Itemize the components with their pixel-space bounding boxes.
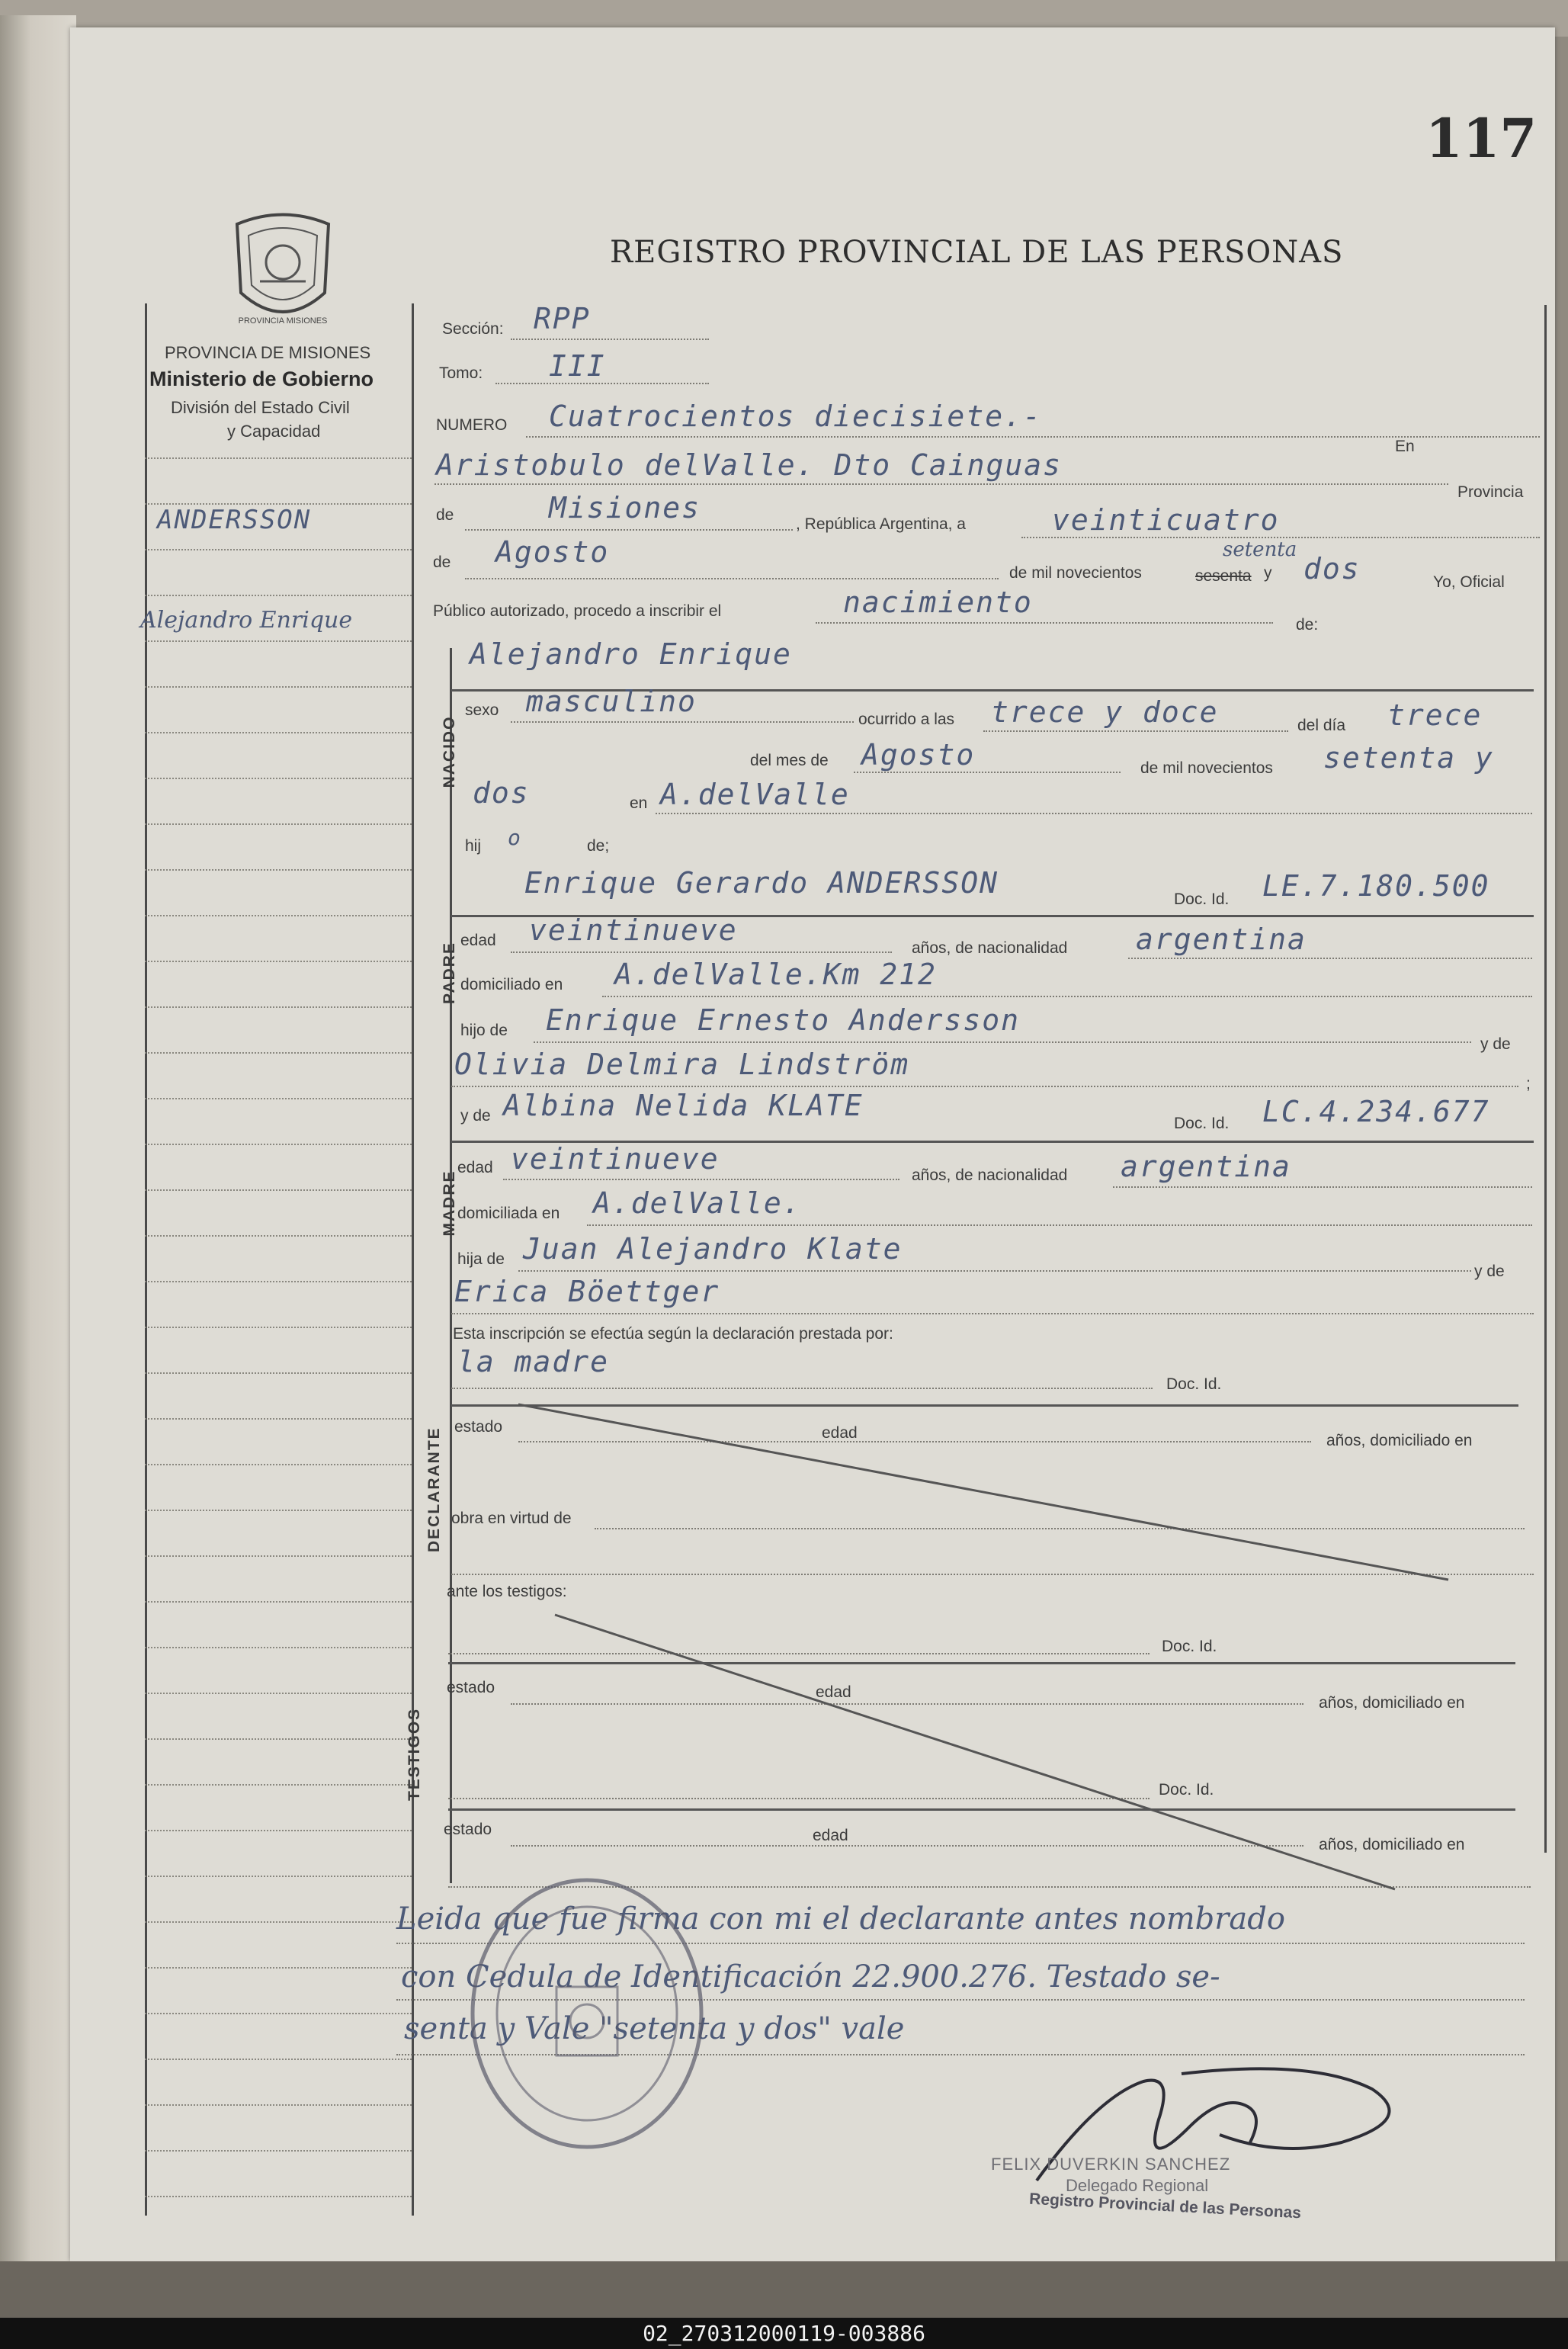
label-numero: NUMERO [436, 416, 508, 434]
label-yo-oficial: Yo, Oficial [1433, 573, 1505, 591]
value-provincia: Misiones [549, 491, 701, 525]
value-madre-edad: veintinueve [511, 1142, 720, 1176]
page-title: REGISTRO PROVINCIAL DE LAS PERSONAS [610, 235, 1344, 270]
section-testigos: TESTIGOS [406, 1707, 423, 1801]
label-sesenta: sesenta [1195, 567, 1252, 585]
label-de-acto: de: [1296, 616, 1319, 634]
file-caption: 02_270312000119-003886 [643, 2321, 925, 2346]
label-de-mil: de mil novecientos [1009, 564, 1142, 582]
value-madre-nac: argentina [1121, 1150, 1291, 1183]
signature-office: Registro Provincial de las Personas [1028, 2190, 1302, 2222]
value-anio2: dos [473, 776, 530, 810]
value-fecha-dia: veinticuatro [1052, 503, 1280, 537]
value-padre-dom: A.delValle.Km 212 [614, 958, 937, 991]
value-declarante: la madre [457, 1345, 610, 1378]
value-padre-padre: Enrique Ernesto Andersson [546, 1003, 1020, 1037]
label-obra: obra en virtud de [451, 1510, 572, 1527]
signature-name: FELIX DUVERKIN SANCHEZ [991, 2155, 1231, 2174]
value-madre-nombre: Albina Nelida KLATE [503, 1089, 864, 1122]
value-fecha-mes: Agosto [495, 535, 610, 569]
label-doc-padre: Doc. Id. [1174, 891, 1230, 908]
label-en: En [1395, 438, 1415, 455]
label-estado-testigo1: estado [447, 1679, 495, 1696]
header-ministry: Ministerio de Gobierno [149, 367, 374, 390]
label-seccion: Sección: [442, 320, 504, 338]
value-hora: trece y doce [991, 695, 1219, 729]
value-padre-madre: Olivia Delmira Lindström [454, 1048, 910, 1081]
label-edad-testigo1: edad [816, 1683, 851, 1701]
label-doc-madre: Doc. Id. [1174, 1115, 1230, 1132]
label-y-de-madre2: y de [1474, 1263, 1505, 1280]
label-anos-dom-declarante: años, domiciliado en [1326, 1432, 1473, 1449]
closing-line-2: con Cedula de Identificación 22.900.276. Testado se- [401, 1959, 1220, 1994]
label-anos-dom-testigo2: años, domiciliado en [1319, 1836, 1465, 1853]
signature-role: Delegado Regional [1066, 2176, 1209, 2195]
label-nac-padre: años, de nacionalidad [912, 939, 1068, 957]
label-sexo: sexo [465, 701, 499, 719]
header-capacity: y Capacidad [227, 422, 321, 441]
value-lugar-nac: A.delValle [660, 778, 850, 811]
label-y-de-madre: y de [460, 1107, 491, 1125]
section-nacido: NACIDO [441, 715, 458, 788]
value-tomo: III [549, 349, 606, 383]
label-de-mil-nac: de mil novecientos [1140, 759, 1273, 777]
label-republica: , República Argentina, a [796, 515, 966, 533]
label-provincia: Provincia [1457, 483, 1524, 501]
label-anos-dom-testigo1: años, domiciliado en [1319, 1694, 1465, 1712]
value-fecha-correccion: setenta [1223, 538, 1297, 561]
value-hijo-letra: o [508, 825, 522, 850]
value-padre-doc: LE.7.180.500 [1262, 869, 1490, 903]
value-madre-madre: Erica Böettger [454, 1275, 720, 1308]
section-declarante: DECLARANTE [425, 1426, 443, 1552]
label-ante-testigos: ante los testigos: [447, 1583, 567, 1600]
label-edad-madre: edad [457, 1159, 493, 1176]
value-madre-padre: Juan Alejandro Klate [523, 1232, 903, 1266]
section-padre: PADRE [441, 942, 458, 1004]
value-acto: nacimiento [843, 586, 1033, 619]
label-de-provincia: de [436, 506, 454, 524]
label-de-padres: de; [587, 837, 610, 855]
value-sexo: masculino [526, 685, 697, 718]
value-madre-dom: A.delValle. [593, 1186, 802, 1220]
crest-text: PROVINCIA MISIONES [238, 316, 328, 326]
label-publico: Público autorizado, procedo a inscribir el [433, 602, 722, 620]
label-hij: hij [465, 837, 482, 855]
value-seccion: RPP [534, 302, 591, 335]
value-nombre: Alejandro Enrique [470, 637, 792, 671]
value-lugar: Aristobulo delValle. Dto Cainguas [436, 448, 1062, 482]
label-dom-padre: domiciliado en [460, 976, 563, 993]
value-anio: setenta y [1323, 741, 1494, 775]
label-de-mes: de [433, 554, 451, 571]
label-edad-declarante: edad [822, 1424, 858, 1442]
label-edad-testigo2: edad [813, 1827, 848, 1844]
closing-line-3: senta y Vale "setenta y dos" vale [404, 2011, 905, 2046]
label-semicolon: ; [1526, 1075, 1531, 1093]
label-tomo: Tomo: [439, 364, 483, 382]
value-padre-nac: argentina [1136, 923, 1307, 956]
label-edad-padre: edad [460, 932, 496, 949]
label-hijo-de: hijo de [460, 1022, 508, 1039]
value-padre-edad: veintinueve [529, 913, 738, 947]
value-padre-nombre: Enrique Gerardo ANDERSSON [524, 866, 999, 900]
label-estado-testigo2: estado [444, 1821, 492, 1838]
margin-surname: ANDERSSON [157, 505, 312, 535]
label-doc-testigo2: Doc. Id. [1159, 1781, 1214, 1799]
value-dia: trece [1387, 698, 1483, 732]
label-estado-declarante: estado [454, 1418, 503, 1436]
label-doc-declarante: Doc. Id. [1166, 1375, 1222, 1393]
label-del-dia: del día [1297, 717, 1346, 734]
label-esta-inscripcion: Esta inscripción se efectúa según la declaración prestada por: [453, 1325, 893, 1343]
label-y: y [1264, 564, 1272, 582]
page-number: 117 [1425, 107, 1538, 170]
label-nac-madre: años, de nacionalidad [912, 1166, 1068, 1184]
value-fecha-anio: dos [1303, 552, 1361, 586]
label-del-mes: del mes de [750, 752, 829, 769]
section-madre: MADRE [441, 1170, 458, 1237]
label-hija-de: hija de [457, 1250, 505, 1268]
official-seal-icon [465, 1872, 709, 2155]
label-en-lugar: en [630, 794, 648, 812]
closing-line-1: Leida que fue firma con mi el declarante antes nombrado [396, 1901, 1285, 1937]
value-mes: Agosto [861, 738, 976, 772]
label-y-de-padre: y de [1480, 1035, 1511, 1053]
header-division: División del Estado Civil [171, 398, 350, 417]
value-madre-doc: LC.4.234.677 [1262, 1095, 1490, 1128]
value-numero: Cuatrocientos diecisiete.- [549, 400, 1042, 433]
header-province: PROVINCIA DE MISIONES [165, 343, 371, 362]
label-doc-testigo1: Doc. Id. [1162, 1638, 1217, 1655]
label-dom-madre: domiciliada en [457, 1205, 560, 1222]
margin-given-names: Alejandro Enrique [140, 607, 353, 634]
label-ocurrido: ocurrido a las [858, 711, 955, 728]
